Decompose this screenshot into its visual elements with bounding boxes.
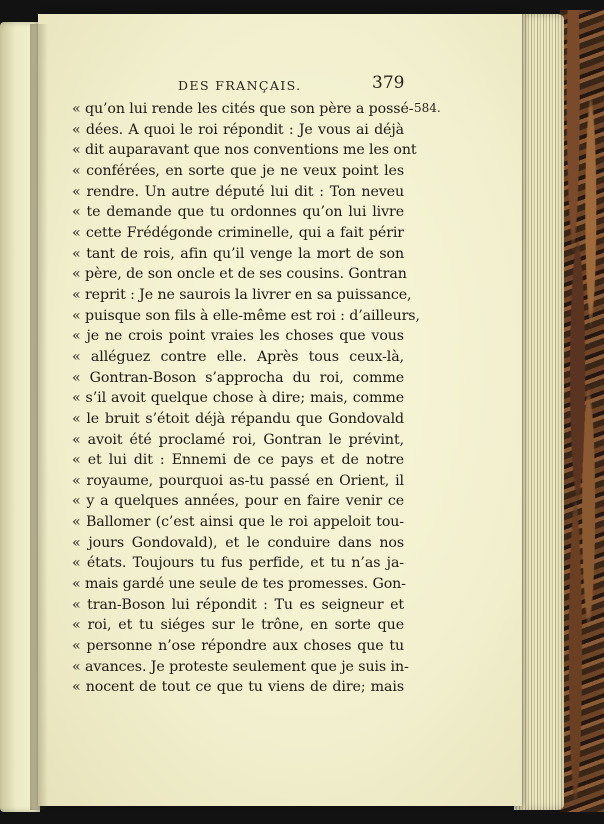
margin-date: 584.: [414, 101, 441, 115]
text-line: « reprit : Je ne saurois la livrer en sa puissance,: [72, 286, 412, 303]
text-line: « nocent de tout ce que tu viens de dire; mais: [72, 679, 404, 696]
text-line: « alléguez contre elle. Après tous ceux-là,: [72, 348, 404, 365]
text-line: « le bruit s’étoit déjà répandu que Gondovald: [72, 410, 404, 427]
text-line: « mais gardé une seule de tes promesses. Gon-: [72, 576, 406, 593]
text-line: « avoit été proclamé roi, Gontran le prévint,: [72, 431, 404, 448]
body-text: [72, 99, 420, 698]
text-line: « cette Frédégonde criminelle, qui a fait périr: [72, 224, 404, 241]
text-line: « je ne crois point vraies les choses que vous: [72, 328, 404, 345]
text-line: « dit auparavant que nos conventions me les ont: [72, 142, 417, 159]
text-line: « roi, et tu siéges sur le trône, en sorte que: [72, 617, 404, 634]
text-line: « père, de son oncle et de ses cousins. Gontran: [72, 266, 407, 283]
text-line: « y a quelques années, pour en faire venir ce: [72, 493, 404, 510]
text-line: « jours Gondovald), et le conduire dans nos: [72, 534, 404, 551]
text-line: « dées. A quoi le roi répondit : Je vous ai déjà: [72, 121, 404, 138]
page-number: 379: [372, 73, 405, 93]
text-line: « royaume, pourquoi as-tu passé en Orient, il: [72, 472, 404, 489]
text-line: « qu’on lui rende les cités que son père a possé-: [72, 101, 414, 117]
text-line: « tant de rois, afin qu’il venge la mort de son: [72, 245, 404, 262]
text-line: « te demande que tu ordonnes qu’on lui livre: [72, 204, 404, 221]
marbled-book-edge: [560, 10, 604, 812]
text-line: « états. Toujours tu fus perfide, et tu n’as ja-: [72, 555, 404, 572]
text-line: « rendre. Un autre député lui dit : Ton neveu: [72, 183, 404, 200]
text-line: « tran-Boson lui répondit : Tu es seigneur et: [72, 596, 404, 613]
text-line: « et lui dit : Ennemi de ce pays et de notre: [72, 452, 404, 469]
text-line: « avances. Je proteste seulement que je suis in-: [72, 658, 409, 675]
text-line: « personne n’ose répondre aux choses que tu: [72, 638, 404, 655]
running-head: DES FRANÇAIS.: [178, 78, 302, 93]
text-line: « conférées, en sorte que je ne veux point les: [72, 162, 404, 179]
page-gutter-shadow: [30, 24, 48, 810]
text-line: « s’il avoit quelque chose à dire; mais, comme: [72, 390, 404, 407]
text-line: « Ballomer (c’est ainsi que le roi appeloit tou-: [72, 514, 404, 531]
text-line: « Gontran-Boson s’approcha du roi, comme: [72, 369, 404, 386]
text-line: « puisque son fils à elle-même est roi : d’ailleurs,: [72, 307, 420, 324]
